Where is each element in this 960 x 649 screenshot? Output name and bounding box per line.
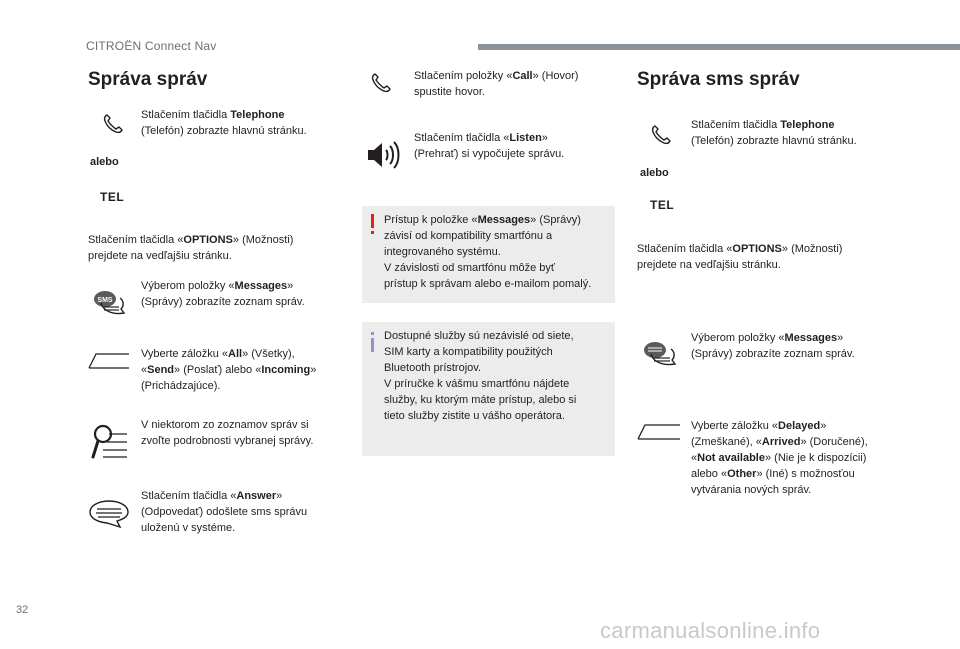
step-telephone: Stlačením tlačidla Telephone (Telefón) zobrazte hlavnú stránku. [141,109,307,137]
sms-step-telephone: Stlačením tlačidla Telephone (Telefón) zobrazte hlavnú stránku. [691,119,857,147]
watermark: carmanualsonline.info [600,618,821,643]
page-number: 32 [16,604,29,616]
warning-exclamation-icon [371,214,374,228]
sms-tel-button-label: TEL [650,198,675,212]
step-listen: Stlačením tlačidla «Listen» (Prehrať) si vypočujete správu. [414,132,565,160]
sms-tab-selector-icon [637,423,681,441]
tel-button-label: TEL [100,190,125,204]
sms-step-tabs: Vyberte záložku «Delayed» (Zmeškané), «Arrived» (Doručené), «Not available» (Nie je k dispozícii) alebo «Other» (Iné) s možnosťou vytvárania nových správ. [691,420,868,496]
warning-exclamation-dot [371,231,374,234]
step-options: Stlačením tlačidla «OPTIONS» (Možnosti) prejdete na vedľajšiu stránku. [88,234,294,262]
sms-step-messages: Výberom položky «Messages» (Správy) zobrazíte zoznam správ. [691,332,855,360]
warning-text: Prístup k položke «Messages» (Správy) závisí od kompatibility smartfónu a integrovaného systému. V závislosti od smartfónu môže byť prístup k správam alebo e-mailom pomalý. [384,214,592,290]
sms-or-label: alebo [640,167,669,179]
or-label: alebo [90,156,119,168]
tab-selector-icon [88,352,130,370]
sms-icon-label: SMS [97,297,113,304]
phone-icon-sms [650,124,672,146]
message-details-icon [91,422,129,462]
phone-icon [102,113,124,135]
info-text: Dostupné služby sú nezávislé od siete, SIM karty a kompatibility použitých Bluetooth prístrojov. V príručke k vášmu smartfónu nájdete služby, ku ktorým máte prístup, alebo si tieto služby zistite u vášho operátora. [384,330,577,422]
step-tabs: Vyberte záložku «All» (Všetky), «Send» (Poslať) alebo «Incoming» (Prichádzajúce). [141,348,317,392]
info-icon-dot [371,332,374,335]
messages-list-icon [641,340,681,370]
sms-messages-icon [91,289,129,319]
section-heading-sms: Správa sms správ [637,69,800,90]
step-answer: Stlačením tlačidla «Answer» (Odpovedať) odošlete sms správu uloženú v systéme. [141,490,308,534]
section-heading-messages: Správa správ [88,69,208,90]
speaker-icon [365,140,401,170]
step-details: V niektorom zo zoznamov správ si zvoľte podrobnosti vybranej správy. [141,419,314,447]
answer-message-icon [88,499,130,529]
step-messages: Výberom položky «Messages» (Správy) zobrazíte zoznam správ. [141,280,305,308]
header-bar [478,44,960,50]
step-call: Stlačením položky «Call» (Hovor) spustite hovor. [414,70,579,98]
info-icon [371,338,374,352]
running-header: CITROËN Connect Nav [86,39,217,53]
sms-step-options: Stlačením tlačidla «OPTIONS» (Možnosti) prejdete na vedľajšiu stránku. [637,243,843,271]
phone-call-icon [370,72,392,94]
